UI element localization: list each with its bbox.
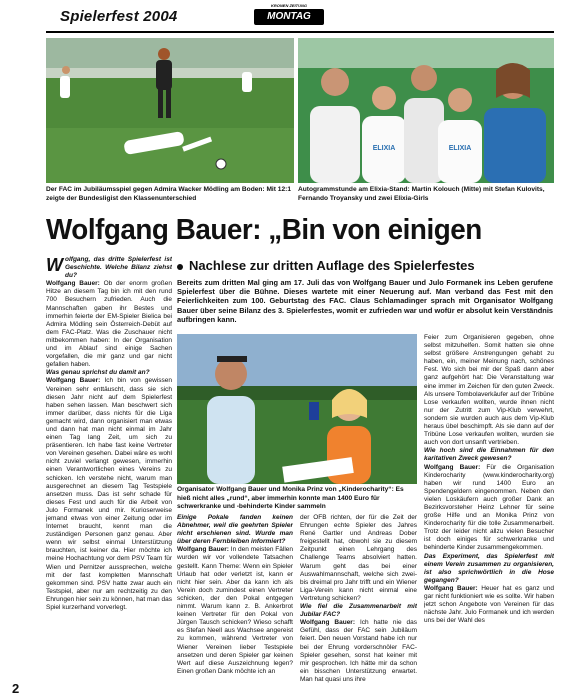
- subheadline-text: Nachlese zur dritten Auflage des Spielerfestes: [189, 258, 475, 273]
- shirt-label-1: ELIXIA: [372, 145, 396, 152]
- question-2: Was genau sprichst du damit an?: [46, 369, 150, 377]
- answer-speaker: Wolfgang Bauer:: [177, 546, 229, 554]
- answer-2: Ich bin von gewissen Vereinen sehr enttäuscht, dass sie sich diesen Jahr nicht auf dem Spielerfest haben sehen lassen. Man beschwert sich immer darüber, dass nichts für die Liga gemacht wird, dann organisiert man etwas und dann hat man nicht einmal im Jahr einen Tag lang Zeit, um sich zu präsentieren. Ich habe fast keine Vertreter von Vereinen gesehen. Dabei wäre es wohl nicht zuviel verlangt gewesen, immerhin einen Verantwortlichen eines Vereins zu schicken. Ich verstehe nicht, warum man ausgerechnet an diesem Tag Testspiele ansetzen muss. Das ist sehr schade für dieses Fest und auch für die Arbeit von Julo Formanek und mir. Kurioserweise jemand etwas von einer Zeitung oder im Internet braucht, kennt man die zuständigen Personen ganz genau. Aber wenn wir selbst einmal Unterstützung brauchten, ist keiner da. Hier möchte ich meine Hochachtung vor dem PSV Team für Wien und Pernitzer aussprechen, welche mit der fast kompletten Mannschaft gekommen sind. PSV hatte zwar auch ein Testspiel, aber nur am rechtzeitig zu den Ehrungen hier sein zu können, hat man das Spiel kurzerhand vorverlegt.: [46, 377, 172, 612]
- answer-speaker: Wolfgang Bauer:: [46, 377, 101, 385]
- subheadline: [177, 258, 475, 273]
- match-photo-caption: Der FAC im Jubiläumsspiel gegen Admira Wacker Mödling am Boden: Mit 12:1 zeigte der Bundesligist den Klassenunterschied: [46, 186, 291, 202]
- answer-1: Ob der enorm großen Hitze an diesem Tag bin ich mit den rund 700 Besuchern zufrieden. Auch die Mannschaften gaben ihr Bestes und immerhin feierte der EM-Spieler Bielica bei Admira Mödling sein Österreich-Debüt auf dem FAC-Platz. Was die Zuschauer nicht mitbekommen haben: In der Organisation und im Ablauf sind einige Sachen vorgefallen, die mir ganz und gar nicht gefallen haben.: [46, 280, 172, 369]
- question-5: Wie hoch sind die Einnahmen für den karitativen Zweck gewesen?: [424, 447, 554, 463]
- article-column-1: [46, 256, 172, 696]
- article-column-4: [424, 334, 554, 697]
- answer-3-cont: der OFB richten, der für die Zeit der Ehrungen echte Spieler des Jahres René Gartler und Andreas Dober freigestellt hat, obwohl sie zu diesem Zeitpunkt einen Lehrgang des Challenge Teams absolviert hatten. Warum geht das bei einer Auswahlmannschaft, welche sich zwei- bis dreimal pro Jahr trifft und ein Wiener Liga-Verein kann nicht einmal eine Vertretung schicken?: [300, 514, 417, 602]
- header-rule: [46, 31, 554, 33]
- section-title: Spielerfest 2004: [60, 8, 178, 25]
- newspaper-logo: [254, 3, 324, 25]
- answer-4-cont: Feier zum Organisieren gegeben, ohne selbst mitzuhelfen. Somit hatten sie ohne selbst größere Anstrengungen gehabt zu haben, ein, meiner Meinung nach, schönes Fest. Wo sich bei mir der Spaß dann aber ganz aufgehört hat: Die Veranstaltung war eine immer im Zeichen für den guten Zweck. Als unsere Tombolaverkäufer auf der Tribüne Lose verkaufen wollten, wurde ihnen nicht nur der Zutritt zum Vip-Klub verwehrt, sondern sie wurden auch aus dem Vip-Klub heraus übel beschimpft. Als sie dann auf der Tribüne Lose verkaufen wollten, wurden sie auch von dort unsanft vertrieben.: [424, 334, 554, 447]
- page-number: 2: [12, 681, 20, 696]
- question-6: Das Experiment, das Spielerfest mit einem Verein zusammen zu organisieren, ist also sprichwörtlich in die Hose gegangen?: [424, 552, 554, 584]
- question-3: Einige Pokale fanden keinen Abnehmer, weil die geehrten Spieler nicht erschienen sind. Wurde man über deren Fernbleiben informiert?: [177, 514, 293, 546]
- lead-paragraph: Bereits zum dritten Mal ging am 17. Juli das von Wolfgang Bauer und Julo Formanek ins Leben gerufene Spielerfest über die Bühne. Dieses wartete mit einer Neuerung auf. Man verband das Fest mit den Feierlichkeiten zum 100. Geburtstag des FAC. Claus Schlamadinger sprach mit Organisator Wolfgang Bauer über seine Bilanz des 3. Spielerfestes, womit er zufrieden war und wofür er absolut kein Verständnis aufbringen kann.: [177, 278, 553, 324]
- answer-speaker: Wolfgang Bauer:: [424, 463, 481, 471]
- article-column-2: [177, 514, 293, 697]
- article-column-3: [300, 514, 417, 697]
- answer-5: Für die Organisation Kinderocharity (www.kinderocharity.org) haben wir rund 1400 Euro an Spendengeldern eingenommen. Neben den vielen Loskäufern auch großer Dank an Bezirksvorsteher Heinz Lehner für seine große Hilfe und an Monika Prinz von Kinderocharity für die tolle Zusammenarbeit. Trotz der leider nicht allzu vielen Besucher ist doch einiges für schwerkranke und behinderte Kinder zusammengekommen.: [424, 463, 554, 552]
- organizer-photo-caption: Organisator Wolfgang Bauer und Monika Prinz von „Kinderocharity“: Es hieß nicht alles „rund“, aber immerhin konnte man 1400 Euro für schwerkranke und -behinderte Kinder sammeln: [177, 486, 404, 510]
- logo-small-text: KRONEN ZEITUNG: [271, 3, 307, 8]
- autograph-photo: [298, 38, 554, 183]
- answer-6: Heuer hat es ganz und gar nicht funktioniert wie es sollte. Wir haben jetzt schon Angebote von Vereinen für das nächste Jahr. Julo Formanek und ich werden uns bei der Wahl des: [424, 584, 554, 625]
- answer-speaker: Wolfgang Bauer:: [424, 584, 478, 592]
- autograph-photo-caption: Autogrammstunde am Elixia-Stand: Martin Kolouch (Mitte) mit Stefan Kulovits, Fernando Troyansky und zwei Elixia-Girls: [298, 186, 545, 202]
- headline: Wolfgang Bauer: „Bin von einigen: [46, 214, 482, 246]
- answer-3: In den meisten Fällen wurden wir vor vollendete Tatsachen gestellt. Kann Theme: Wenn ein Spieler Urlaub hat oder verletzt ist, kann er nicht hier sein. Aber da kann ich als Verein doch zumindest einen Vertreter schicken, der den Pokal entgegen nimmt. Warum kann z. B. Ankerbrot keinen Vertreter für den Pokal von Jürgen Tausch schicken? Wieso schafft es Stefan Neell aus Wachsee angereist zu kommen, während Vertreter von Wiener Vereinen lieber Testspiele ansetzen und deren Spieler gar keinen Wert auf diese Auszeichnung legen? Einen großen Dank möchte ich an: [177, 546, 293, 675]
- answer-speaker: Wolfgang Bauer:: [300, 619, 355, 627]
- answer-4: Ich hatte nie das Gefühl, dass der FAC sein Jubiläum feiert. Den neuen Vorstand habe ich nur bei der Ehrung vorderschnöler FAC-Spieler gesehen, sonst hat keiner mit mir gesprochen. Ich hätte mir da schon ein bisschen Unterstützung erwartet. Man hat quasi uns ihre: [300, 619, 417, 683]
- logo-label: MONTAG: [267, 11, 311, 22]
- dropcap: W: [46, 256, 63, 275]
- answer-speaker: Wolfgang Bauer:: [46, 280, 100, 288]
- shirt-label-2: ELIXIA: [448, 145, 472, 152]
- organizer-photo: [177, 334, 417, 484]
- question-1: olfgang, das dritte Spielerfest ist Geschichte. Welche Bilanz ziehst du?: [65, 256, 172, 280]
- question-4: Wie fiel die Zusammenarbeit mit Jubilar FAC?: [300, 603, 417, 619]
- match-photo: [46, 38, 294, 183]
- bullet-icon: [177, 264, 183, 270]
